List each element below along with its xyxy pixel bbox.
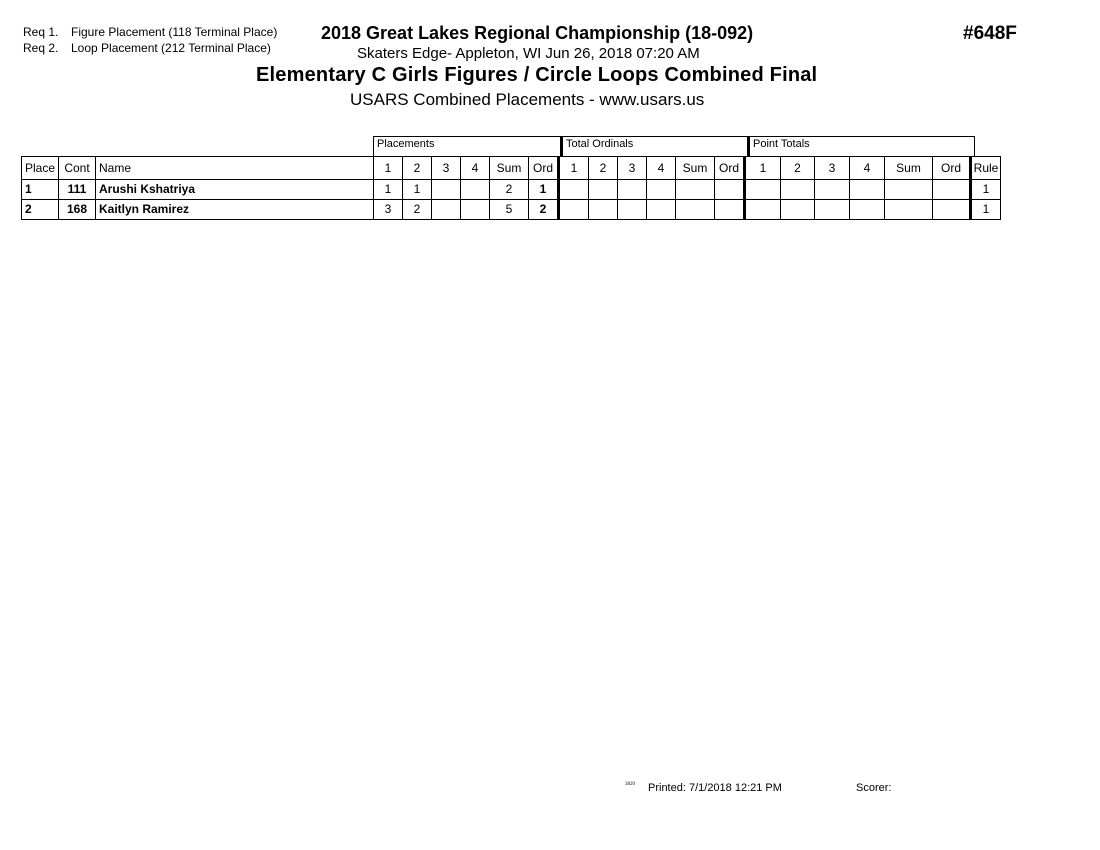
col-points-sum: Sum (885, 157, 933, 180)
points-cell (885, 200, 933, 220)
ordinals-cell (676, 200, 715, 220)
ordinals-cell (647, 200, 676, 220)
scorer-label: Scorer: (856, 782, 892, 794)
report-subtitle: USARS Combined Placements - www.usars.us (350, 90, 705, 109)
col-ordinals-2: 2 (589, 157, 618, 180)
group-placements: Placements (373, 136, 561, 156)
placements-ord-cell: 1 (529, 180, 559, 200)
requirement-text: Figure Placement (118 Terminal Place) (71, 25, 278, 39)
requirement-number: Req 2. (23, 41, 59, 55)
points-cell (781, 200, 815, 220)
points-cell (745, 200, 781, 220)
table-row (22, 180, 1001, 200)
placements-cell: 2 (403, 200, 432, 220)
placements-sum-cell: 2 (490, 180, 529, 200)
competition-title: 2018 Great Lakes Regional Championship (18-092) (321, 23, 754, 43)
header-row (22, 157, 1001, 180)
ordinals-cell (618, 200, 647, 220)
place-cell: 1 (22, 180, 59, 200)
col-ordinals-1: 1 (559, 157, 589, 180)
requirement-2 (23, 41, 271, 55)
placements-cell (461, 200, 490, 220)
col-rule: Rule (971, 157, 1001, 180)
col-points-2: 2 (781, 157, 815, 180)
ordinals-cell (715, 200, 745, 220)
placements-cell: 1 (403, 180, 432, 200)
place-cell: 2 (22, 200, 59, 220)
col-points-3: 3 (815, 157, 850, 180)
col-points-1: 1 (745, 157, 781, 180)
points-cell (933, 200, 971, 220)
col-cont: Cont (59, 157, 96, 180)
col-ordinals-4: 4 (647, 157, 676, 180)
name-cell: Kaitlyn Ramirez (96, 200, 374, 220)
rule-cell: 1 (971, 200, 1001, 220)
col-placements-2: 2 (403, 157, 432, 180)
placements-sum-cell: 5 (490, 200, 529, 220)
points-cell (885, 180, 933, 200)
placements-cell (432, 200, 461, 220)
placements-ord-cell: 2 (529, 200, 559, 220)
ordinals-cell (589, 180, 618, 200)
table-row (22, 200, 1001, 220)
event-code: #648F (963, 23, 1017, 44)
points-cell (850, 180, 885, 200)
rule-cell: 1 (971, 180, 1001, 200)
placements-cell: 1 (374, 180, 403, 200)
col-placements-1: 1 (374, 157, 403, 180)
cont-cell: 111 (59, 180, 96, 200)
col-name: Name (96, 157, 374, 180)
ordinals-cell (618, 180, 647, 200)
placements-cell: 3 (374, 200, 403, 220)
col-ordinals-ord: Ord (715, 157, 745, 180)
col-points-ord: Ord (933, 157, 971, 180)
requirement-number: Req 1. (23, 25, 59, 39)
ordinals-cell (559, 180, 589, 200)
col-placements-sum: Sum (490, 157, 529, 180)
group-point-totals: Point Totals (747, 136, 975, 156)
points-cell (745, 180, 781, 200)
col-place: Place (22, 157, 59, 180)
ordinals-cell (676, 180, 715, 200)
col-points-4: 4 (850, 157, 885, 180)
points-cell (815, 200, 850, 220)
requirement-text: Loop Placement (212 Terminal Place) (71, 41, 271, 55)
points-cell (933, 180, 971, 200)
points-cell (850, 200, 885, 220)
ordinals-cell (559, 200, 589, 220)
form-number: 3820 (625, 782, 635, 787)
printed-timestamp: Printed: 7/1/2018 12:21 PM (648, 782, 782, 794)
col-placements-3: 3 (432, 157, 461, 180)
points-cell (781, 180, 815, 200)
placements-cell (432, 180, 461, 200)
col-placements-ord: Ord (529, 157, 559, 180)
ordinals-cell (647, 180, 676, 200)
venue-datetime: Skaters Edge- Appleton, WI Jun 26, 2018 07:20 AM (357, 45, 700, 62)
event-title: Elementary C Girls Figures / Circle Loops Combined Final (256, 64, 818, 86)
group-total-ordinals: Total Ordinals (560, 136, 749, 156)
results-table (21, 156, 1001, 220)
points-cell (815, 180, 850, 200)
cont-cell: 168 (59, 200, 96, 220)
col-placements-4: 4 (461, 157, 490, 180)
ordinals-cell (589, 200, 618, 220)
col-ordinals-3: 3 (618, 157, 647, 180)
requirement-1 (23, 25, 277, 39)
placements-cell (461, 180, 490, 200)
ordinals-cell (715, 180, 745, 200)
name-cell: Arushi Kshatriya (96, 180, 374, 200)
col-ordinals-sum: Sum (676, 157, 715, 180)
